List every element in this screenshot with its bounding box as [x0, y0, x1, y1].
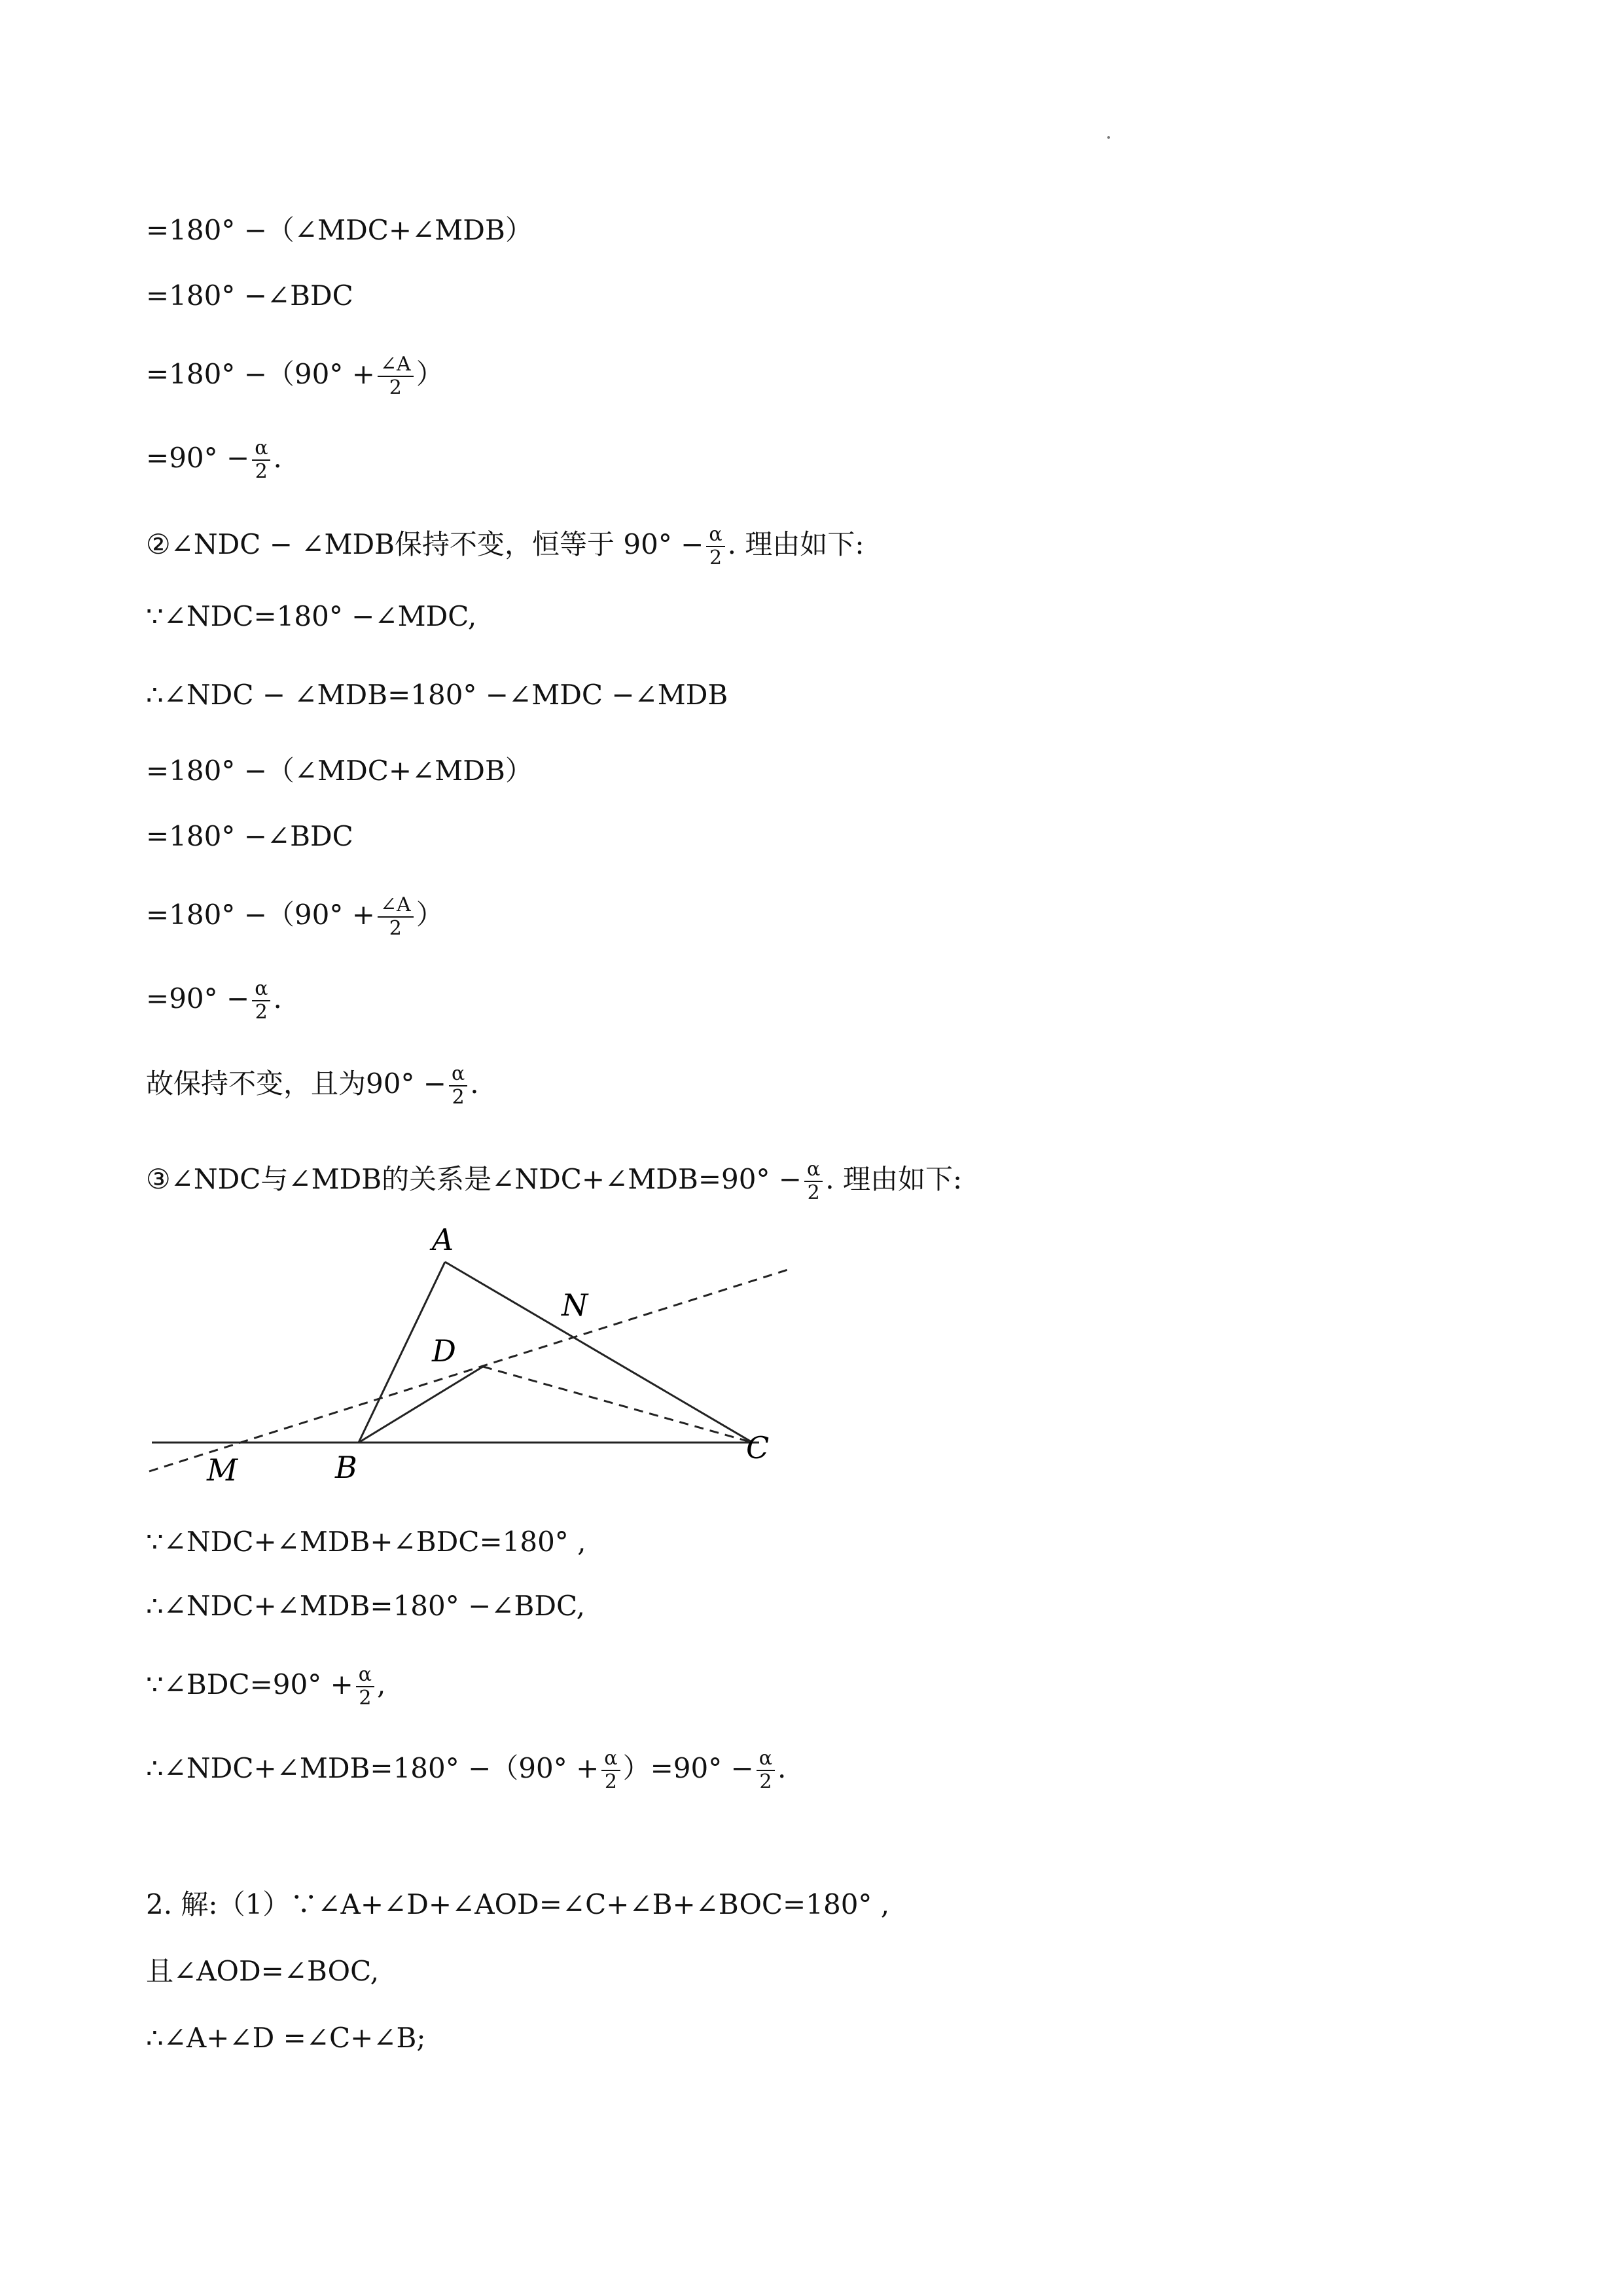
step-line: ∴∠NDC+∠MDB=180° −∠BDC, [146, 1590, 586, 1622]
step-line: 且∠AOD=∠BOC, [146, 1955, 380, 1987]
step-line: ∴∠NDC − ∠MDB=180° −∠MDC −∠MDB [146, 679, 728, 711]
step-line: =90° − $\frac{\alpha}{2}$ . [146, 977, 282, 1024]
fraction: $\frac{\alpha}{2}$ [804, 1158, 823, 1204]
conclusion-line: 故保持不变，且为90° − $\frac{\alpha}{2}$ . [146, 1062, 479, 1109]
dashed-line-mn [149, 1268, 792, 1471]
step-line: ∵∠BDC=90° + $\frac{\alpha}{2}$ , [146, 1663, 386, 1710]
fraction: $\frac{\angle A}{2}$ [378, 353, 414, 399]
fraction: $\frac{\alpha}{2}$ [706, 524, 724, 569]
fraction: $\frac{\alpha}{2}$ [601, 1748, 620, 1793]
step-line: =90° − $\frac{\alpha}{2}$ . [146, 437, 282, 483]
step-line: =180° −（∠MDC+∠MDB） [146, 755, 533, 787]
fraction: $\frac{\alpha}{2}$ [356, 1664, 374, 1710]
dashed-dc [483, 1367, 753, 1443]
step-line: ∵∠NDC+∠MDB+∠BDC=180° , [146, 1526, 586, 1558]
step-line: ∵∠NDC=180° −∠MDC, [146, 600, 477, 632]
side-ac [445, 1262, 753, 1443]
step-line: =180° −∠BDC [146, 820, 353, 852]
step-line: =180° −（90° + $\frac{\angle A}{2}$ ） [146, 893, 444, 940]
step-line: =180° −∠BDC [146, 279, 353, 312]
fraction: $\frac{\alpha}{2}$ [252, 437, 270, 483]
step-line: ③∠NDC与∠MDB的关系是∠NDC+∠MDB=90° − $\frac{\alpha}{2}$ . 理由如下: [146, 1158, 963, 1204]
label-m: M [207, 1452, 238, 1488]
step-line: ②∠NDC − ∠MDB保持不变，恒等于 90° − $\frac{\alpha}{2}$ . 理由如下: [146, 523, 865, 569]
step-line: =180° −（∠MDC+∠MDB） [146, 214, 533, 246]
label-d: D [432, 1333, 456, 1369]
problem-2-start: 2. 解:（1）∵∠A+∠D+∠AOD=∠C+∠B+∠BOC=180° , [146, 1888, 890, 1920]
step-line: ∴∠NDC+∠MDB=180° −（90° + $\frac{\alpha}{2}$ ）=90° − $\frac{\alpha}{2}$ . [146, 1747, 787, 1793]
fraction: $\frac{\alpha}{2}$ [449, 1063, 467, 1109]
step-line: ∴∠A+∠D =∠C+∠B; [146, 2022, 426, 2054]
label-c: C [746, 1430, 770, 1465]
label-a: A [432, 1222, 454, 1257]
fraction: $\frac{\alpha}{2}$ [757, 1748, 775, 1793]
fraction: $\frac{\angle A}{2}$ [378, 894, 414, 940]
label-b: B [335, 1450, 357, 1485]
fraction: $\frac{\alpha}{2}$ [252, 978, 270, 1024]
step-line: =180° −（90° + $\frac{\angle A}{2}$ ） [146, 353, 444, 399]
label-n: N [562, 1287, 588, 1323]
